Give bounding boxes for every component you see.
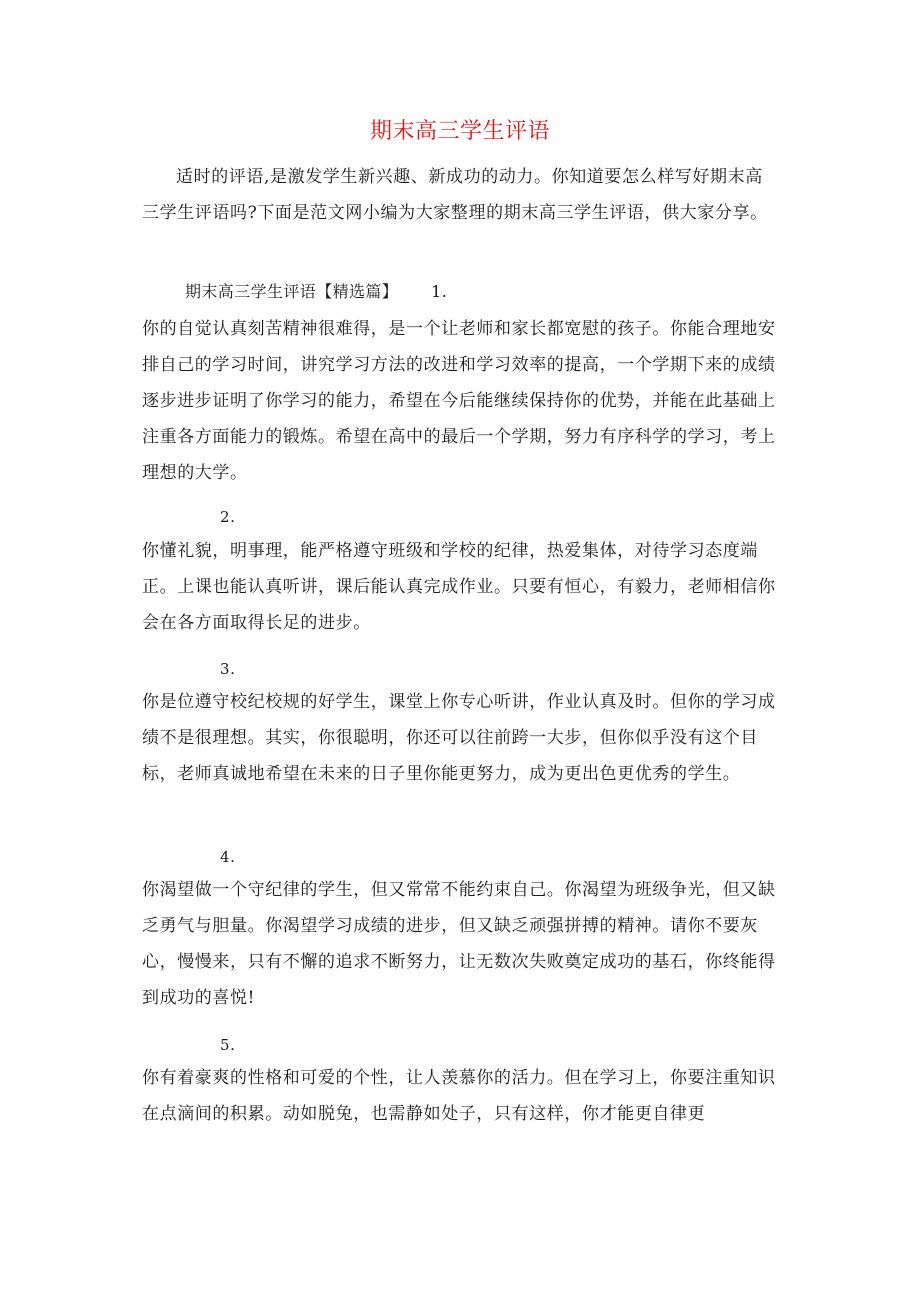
intro-paragraph: 适时的评语,是激发学生新兴趣、新成功的动力。你知道要怎么样写好期末高三学生评语吗?下面是范文网小编为大家整理的期末高三学生评语，供大家分享。 [142, 167, 768, 223]
comment-paragraph-3: 你是位遵守校纪校规的好学生，课堂上你专心听讲，作业认真及时。但你的学习成绩不是很理想。其实，你很聪明，你还可以往前跨一大步，但你似乎没有这个目标，老师真诚地希望在未来的日子里你能更努力，成为更出色更优秀的学生。 [142, 692, 776, 784]
comment-number-4: 4. [220, 848, 236, 866]
comment-paragraph-2: 你懂礼貌，明事理，能严格遵守班级和学校的纪律，热爱集体，对待学习态度端正。上课也能认真听讲，课后能认真完成作业。只要有恒心，有毅力，老师相信你会在各方面取得长足的进步。 [142, 541, 776, 633]
comment-number-3: 3. [220, 660, 236, 678]
document-title: 期末高三学生评语 [369, 119, 550, 144]
comment-paragraph-5: 你有着豪爽的性格和可爱的个性，让人羡慕你的活力。但在学习上，你要注重知识在点滴间的积累。动如脱兔，也需静如处子，只有这样，你才能更自律更 [142, 1068, 776, 1124]
comment-paragraph-1: 你的自觉认真刻苦精神很难得，是一个让老师和家长都宽慰的孩子。你能合理地安排自己的学习时间，讲究学习方法的改进和学习效率的提高，一个学期下来的成绩逐步进步证明了你学习的能力，希望在今后能继续保持你的优势，并能在此基础上注重各方面能力的锻炼。希望在高中的最后一个学期，努力有序科学的学习，考上理想的大学。 [142, 319, 776, 483]
comment-number-2: 2. [220, 508, 236, 526]
comment-number-5: 5. [220, 1036, 236, 1054]
section-heading: 期末高三学生评语【精选篇】 1. [185, 282, 448, 301]
comment-paragraph-4: 你渴望做一个守纪律的学生，但又常常不能约束自己。你渴望为班级争光，但又缺乏勇气与胆量。你渴望学习成绩的进步，但又缺乏顽强拼搏的精神。请你不要灰心，慢慢来，只有不懈的追求不断努力，让无数次失败奠定成功的基石，你终能得到成功的喜悦! [142, 880, 776, 1008]
